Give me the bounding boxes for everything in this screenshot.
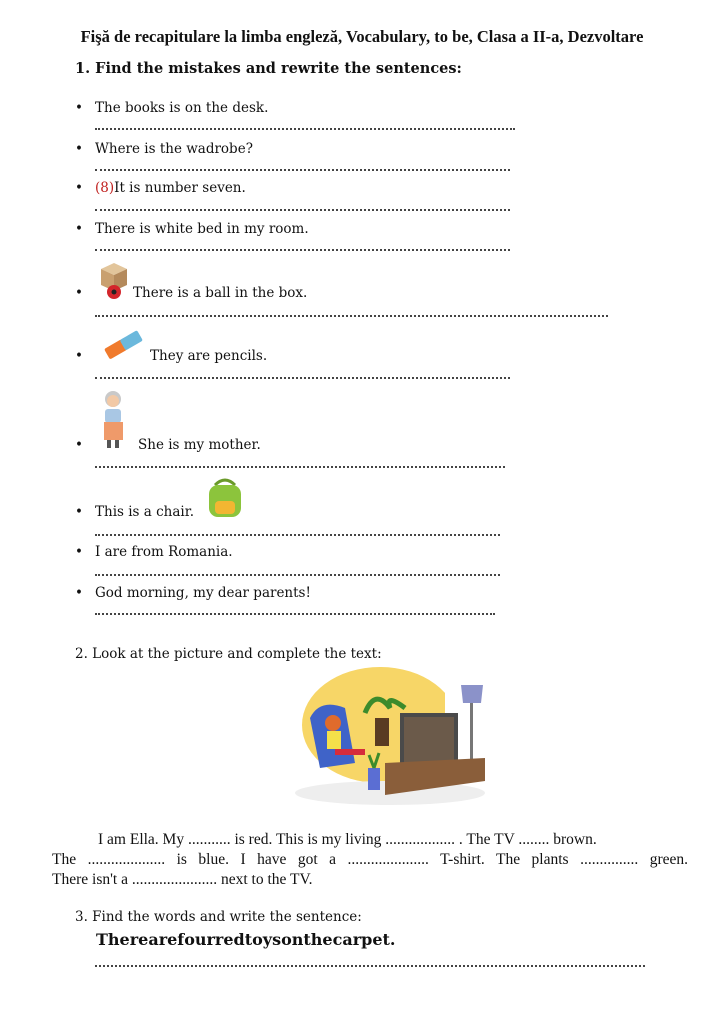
list-item: • The books is on the desk. <box>75 100 269 116</box>
list-item: • There is a ball in the box. <box>75 285 308 301</box>
answer-line[interactable] <box>95 965 645 967</box>
sentence: There is white bed in my room. <box>95 221 309 237</box>
answer-line[interactable] <box>95 315 608 317</box>
fill-in-paragraph <box>52 830 688 890</box>
list-item: • There is white bed in my room. <box>75 221 309 237</box>
list-item: • Where is the wadrobe? <box>75 141 253 157</box>
list-item: • This is a chair. <box>75 504 194 520</box>
sentence: Where is the wadrobe? <box>95 141 253 157</box>
exercise1-heading: 1. Find the mistakes and rewrite the sentences: <box>75 60 462 77</box>
list-item: • God morning, my dear parents! <box>75 585 311 601</box>
answer-line[interactable] <box>95 169 510 171</box>
number-prefix: (8) <box>95 180 115 196</box>
list-item: • I are from Romania. <box>75 544 233 560</box>
word-puzzle: Therearefourredtoysonthecarpet. <box>96 930 396 949</box>
sentence: There is a ball in the box. <box>133 285 308 301</box>
sentence: I are from Romania. <box>95 544 233 560</box>
exercise3-heading: 3. Find the words and write the sentence: <box>75 909 362 925</box>
answer-line[interactable] <box>95 574 500 576</box>
paragraph-line: There isn't a ...................... next to the TV. <box>52 871 313 888</box>
answer-line[interactable] <box>95 377 510 379</box>
paragraph-line: The .................... is blue. I have got a ..................... T-shirt. The plants ............... green. <box>52 851 688 868</box>
sentence: This is a chair. <box>95 504 194 520</box>
worksheet-title: Fişă de recapitulare la limba engleză, Vocabulary, to be, Clasa a II-a, Dezvoltare <box>80 27 644 46</box>
answer-line[interactable] <box>95 613 495 615</box>
sentence: The books is on the desk. <box>95 100 269 116</box>
sentence: She is my mother. <box>138 437 261 453</box>
backpack-icon <box>203 477 247 521</box>
exercise2-heading: 2. Look at the picture and complete the text: <box>75 646 382 662</box>
sentence: They are pencils. <box>150 348 268 364</box>
sentence: It is number seven. <box>114 180 246 196</box>
answer-line[interactable] <box>95 209 510 211</box>
list-item: • She is my mother. <box>75 437 261 453</box>
answer-line[interactable] <box>95 128 515 130</box>
sentence: God morning, my dear parents! <box>95 585 311 601</box>
answer-line[interactable] <box>95 534 500 536</box>
living-room-illustration <box>295 663 490 813</box>
answer-line[interactable] <box>95 466 505 468</box>
answer-line[interactable] <box>95 249 510 251</box>
list-item: • (8)It is number seven. <box>75 180 246 196</box>
list-item: • They are pencils. <box>75 348 268 364</box>
paragraph-line: I am Ella. My ........... is red. This is my living .................. . The TV ........ brown. <box>98 831 597 848</box>
